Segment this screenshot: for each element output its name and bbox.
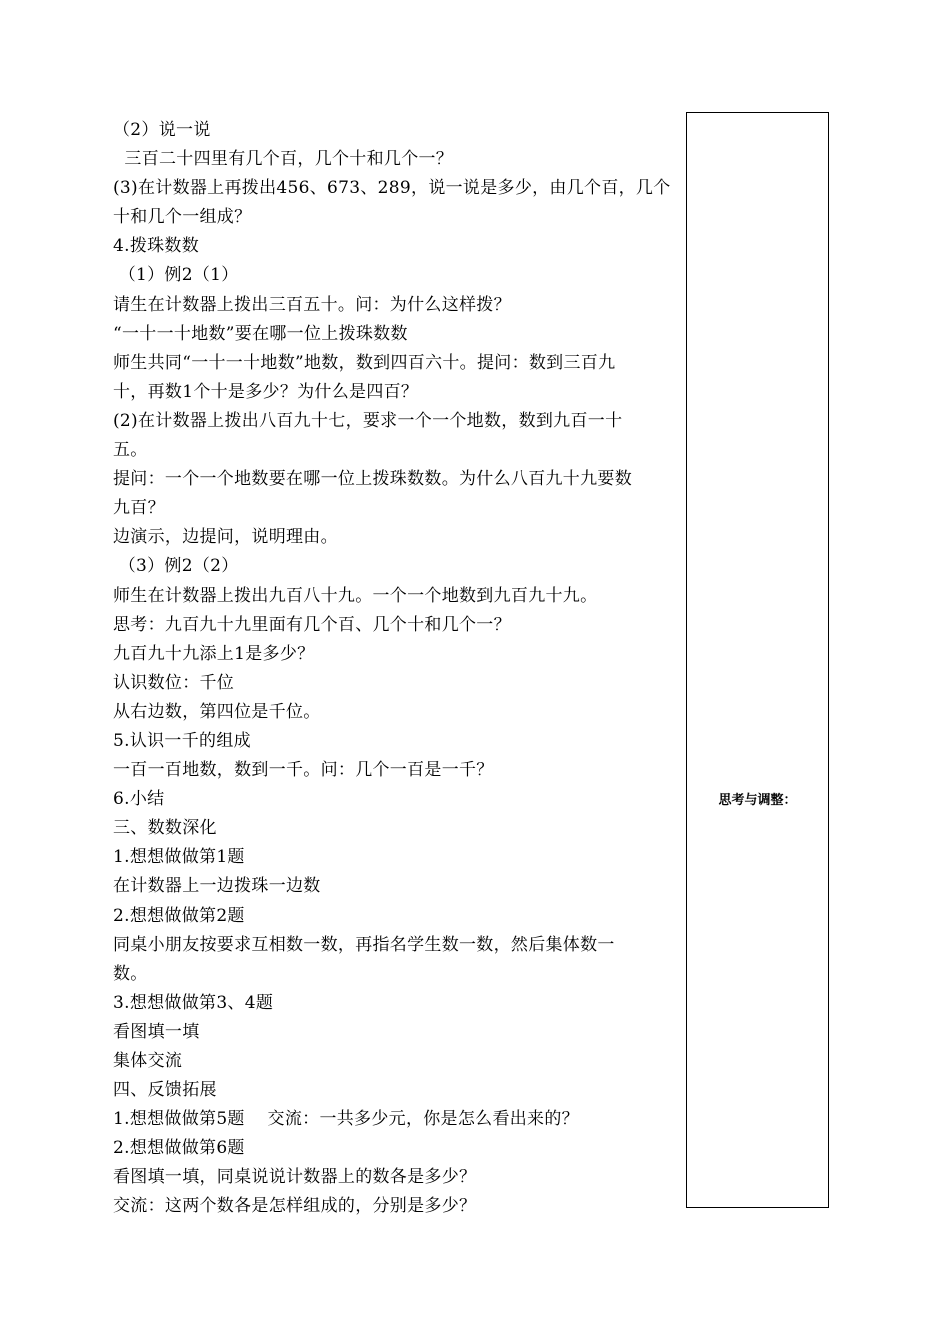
text-line: 四、反馈拓展 xyxy=(113,1080,217,1101)
text-line: 请生在计数器上拨出三百五十。问：为什么这样拨？ xyxy=(113,294,511,315)
text-line: （2）说一说 xyxy=(113,120,211,140)
text-line: 1.想想做做第1题 xyxy=(113,847,245,868)
text-line: 1.想想做做第5题 交流：一共多少元，你是怎么看出来的？ xyxy=(113,1109,579,1130)
text-line: 三、数数深化 xyxy=(113,818,217,839)
text-line: 十和几个一组成？ xyxy=(113,207,252,228)
lesson-text xyxy=(113,116,683,1222)
text-line: 5.认识一千的组成 xyxy=(113,730,251,751)
reflection-label: 思考与调整： xyxy=(718,793,797,808)
reflection-column xyxy=(686,112,829,1208)
text-line: 思考：九百九十九里面有几个百、几个十和几个一？ xyxy=(113,614,511,635)
text-line: 边演示，边提问，说明理由。 xyxy=(113,527,338,548)
text-line: 集体交流 xyxy=(113,1051,183,1071)
text-line: 师生共同“一十一十地数”地数，数到四百六十。提问：数到三百九 xyxy=(113,352,616,373)
text-line: (3)在计数器上再拨出456、673、289，说一说是多少，由几个百，几个 xyxy=(113,178,671,199)
text-line: 十，再数1个十是多少？为什么是四百？ xyxy=(113,381,419,402)
text-line: 九百？ xyxy=(113,498,165,519)
text-line: 2.想想做做第6题 xyxy=(113,1138,245,1159)
text-line: 师生在计数器上拨出九百八十九。一个一个地数到九百九十九。 xyxy=(113,585,598,606)
text-line: 一百一百地数，数到一千。问：几个一百是一千？ xyxy=(113,760,494,781)
text-line: 认识数位：千位 xyxy=(113,672,235,693)
text-line: 九百九十九添上1是多少？ xyxy=(113,643,315,664)
text-line: （3）例2（2） xyxy=(113,556,239,577)
text-line: 6.小结 xyxy=(113,789,165,810)
text-line: 五。 xyxy=(113,440,148,461)
text-line: 3.想想做做第3、4题 xyxy=(113,992,274,1013)
text-line: 提问：一个一个地数要在哪一位上拨珠数数。为什么八百九十九要数 xyxy=(113,469,632,490)
text-line: “一十一十地数”要在哪一位上拨珠数数 xyxy=(113,323,408,344)
text-line: 看图填一填 xyxy=(113,1021,200,1042)
text-line: 三百二十四里有几个百，几个十和几个一？ xyxy=(113,149,454,170)
text-line: 4.拨珠数数 xyxy=(113,236,200,257)
text-line: 在计数器上一边拨珠一边数 xyxy=(113,876,321,897)
text-line: （1）例2（1） xyxy=(113,265,239,286)
text-line: 从右边数，第四位是千位。 xyxy=(113,701,321,722)
text-line: 2.想想做做第2题 xyxy=(113,905,245,926)
text-line: 数。 xyxy=(113,963,148,984)
text-line: (2)在计数器上拨出八百九十七，要求一个一个地数，数到九百一十 xyxy=(113,410,623,431)
text-line: 看图填一填，同桌说说计数器上的数各是多少？ xyxy=(113,1167,477,1188)
text-line: 交流：这两个数各是怎样组成的，分别是多少？ xyxy=(113,1196,477,1217)
text-line: 同桌小朋友按要求互相数一数，再指名学生数一数，然后集体数一 xyxy=(113,934,615,955)
